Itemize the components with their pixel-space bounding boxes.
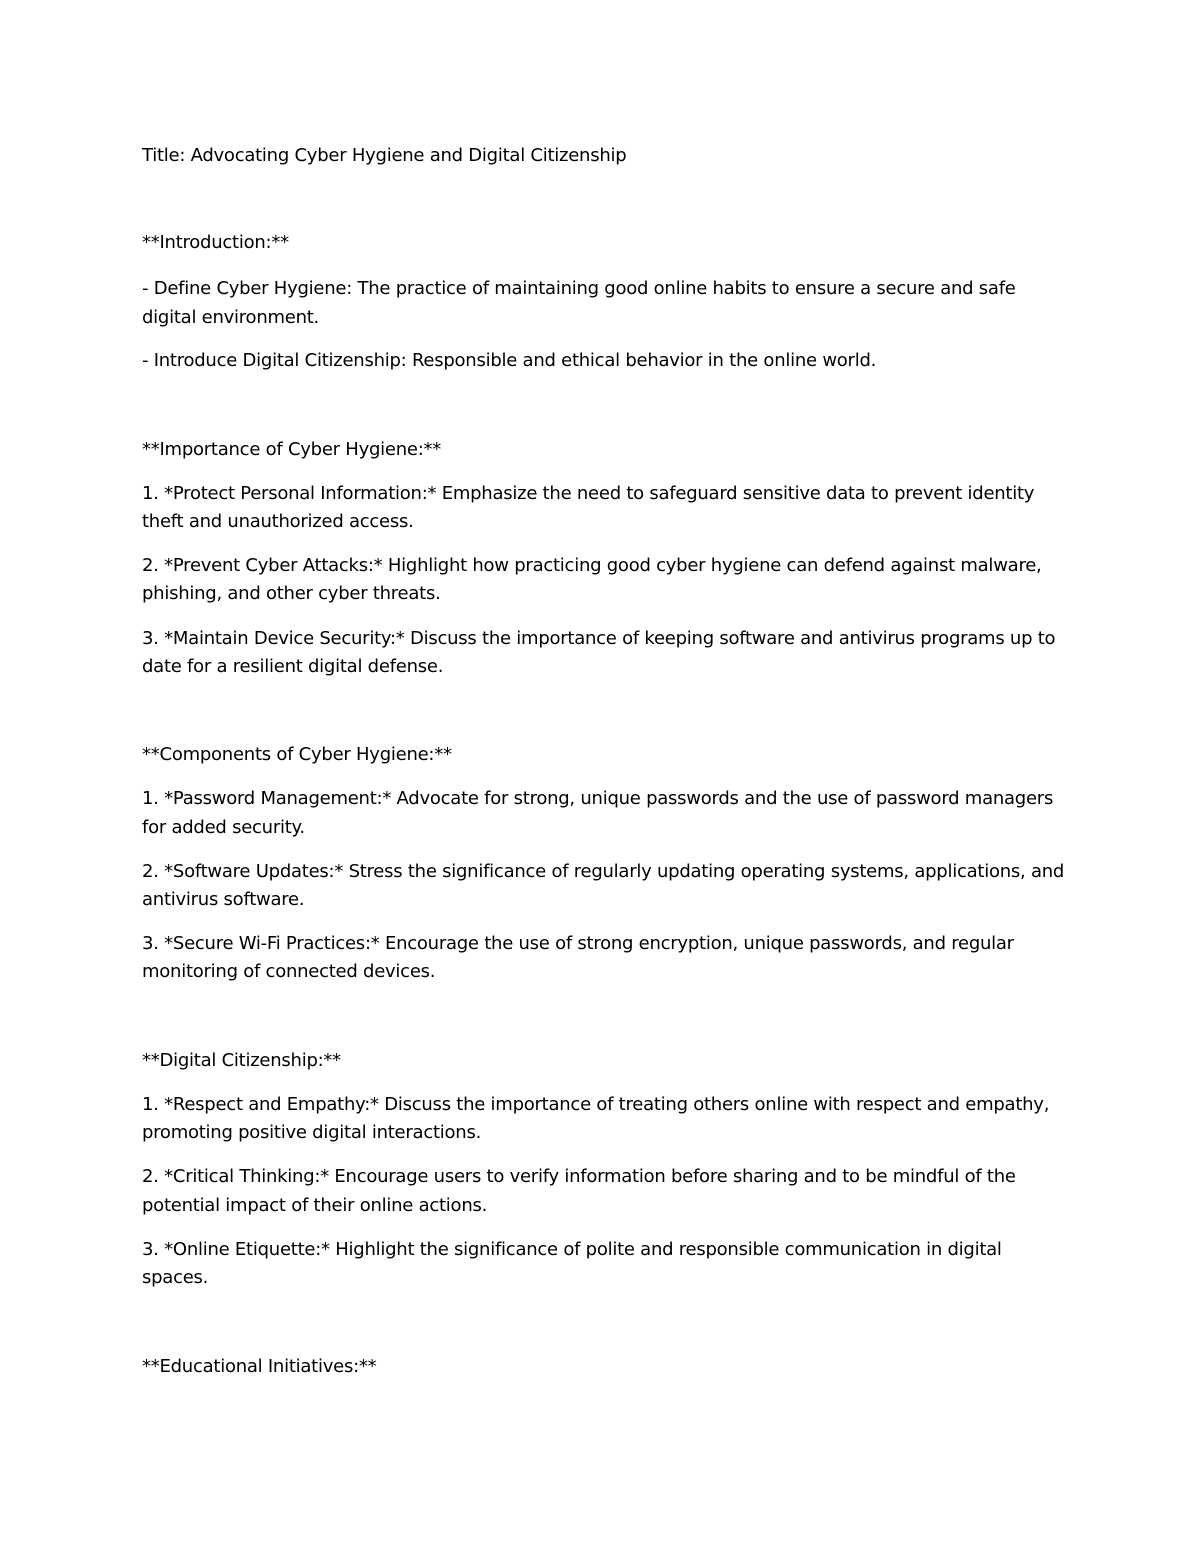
list-item-line: monitoring of connected devices.: [142, 961, 436, 982]
list-item-line: potential impact of their online actions.: [142, 1195, 488, 1216]
paragraph-line: - Introduce Digital Citizenship: Responsible and ethical behavior in the online world.: [142, 350, 877, 371]
list-item-line: 3. *Online Etiquette:* Highlight the significance of polite and responsible communication in digital: [142, 1239, 1002, 1260]
list-item-line: 1. *Respect and Empathy:* Discuss the importance of treating others online with respect and empathy,: [142, 1094, 1050, 1115]
section-heading-educational-initiatives: **Educational Initiatives:**: [142, 1356, 377, 1377]
section-heading-introduction: **Introduction:**: [142, 232, 289, 253]
list-item-line: antivirus software.: [142, 889, 305, 910]
list-item-line: promoting positive digital interactions.: [142, 1122, 482, 1143]
list-item-line: date for a resilient digital defense.: [142, 656, 444, 677]
paragraph-line: - Define Cyber Hygiene: The practice of maintaining good online habits to ensure a secure and safe: [142, 278, 1016, 299]
list-item-line: for added security.: [142, 817, 305, 838]
paragraph-line: digital environment.: [142, 307, 320, 328]
list-item-line: 3. *Maintain Device Security:* Discuss the importance of keeping software and antivirus programs up to: [142, 628, 1056, 649]
list-item-line: theft and unauthorized access.: [142, 511, 414, 532]
section-heading-importance: **Importance of Cyber Hygiene:**: [142, 439, 442, 460]
list-item-line: 2. *Software Updates:* Stress the significance of regularly updating operating systems, applications, and: [142, 861, 1065, 882]
section-heading-components: **Components of Cyber Hygiene:**: [142, 744, 452, 765]
list-item-line: phishing, and other cyber threats.: [142, 583, 441, 604]
document-title: Title: Advocating Cyber Hygiene and Digital Citizenship: [142, 145, 627, 166]
list-item-line: spaces.: [142, 1267, 209, 1288]
list-item-line: 3. *Secure Wi-Fi Practices:* Encourage the use of strong encryption, unique passwords, and regular: [142, 933, 1014, 954]
list-item-line: 1. *Protect Personal Information:* Emphasize the need to safeguard sensitive data to prevent identity: [142, 483, 1035, 504]
list-item-line: 2. *Prevent Cyber Attacks:* Highlight how practicing good cyber hygiene can defend against malware,: [142, 555, 1042, 576]
section-heading-digital-citizenship: **Digital Citizenship:**: [142, 1050, 341, 1071]
list-item-line: 1. *Password Management:* Advocate for strong, unique passwords and the use of password managers: [142, 788, 1054, 809]
list-item-line: 2. *Critical Thinking:* Encourage users to verify information before sharing and to be mindful of the: [142, 1166, 1016, 1187]
